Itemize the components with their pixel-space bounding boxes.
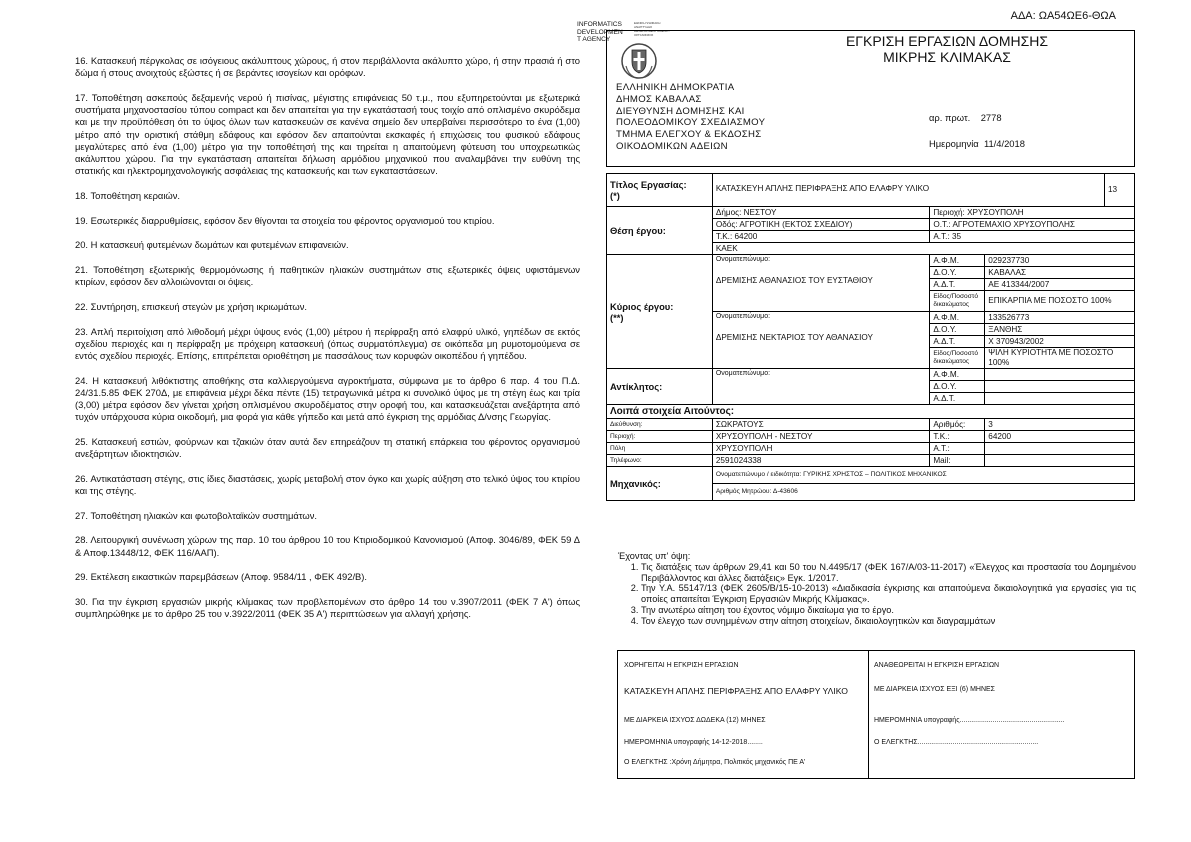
informatics-line: INFORMATICS (577, 21, 622, 28)
grant-column (624, 651, 862, 778)
grant-title: ΧΟΡΗΓΕΙΤΑΙ Η ΕΓΚΡΙΣΗ ΕΡΓΑΣΙΩΝ (624, 662, 739, 669)
date-value: 11/4/2018 (983, 138, 1025, 149)
list-item: 17. Τοποθέτηση ασκεπούς δεξαμενής νερού ή πισίνας, μέγιστης επιφάνειας 50 τ.μ., που εξυπηρετούνται με εξωτερικά συστήματα μηχανοστασίου τύπου compact και δεν απαιτείται για την εγκατάστασή τους τοιχίο από οπλισμένο σκυρόδεμα και με την προϋπόθεση ότι το ύψος όλων των κατασκευών σε κανένα σημείο δεν υπερβαίνει περισσότερο το ένα (1,00) μέτρο από την οριστική στάθμη εδάφους και εφόσον δεν απαιτούνται εκσκαφές ή επιχώσεις του φυσικού εδάφους μεγαλύτερες από ένα (1,00) μέτρο για την τοποθέτησή της και τηρείται η απαιτούμενη φύτευση του υποχρεωτικώς ακάλυπτου χώρου. Για την εγκατάσταση απαιτείται δήλωση αρμόδιου μηχανικού που αναλαμβάνει την ευθύνη της στατικής και ηλεκτρομηχανολογικής ασφάλειας της κατασκευής και των εγκαταστάσεων. (75, 91, 580, 177)
revision-date: ΗΜΕΡΟΜΗΝΙΑ υπογραφής...................................................... (874, 717, 1065, 724)
region-label: Περιοχή: (607, 431, 713, 443)
municipality: Δήμος: ΝΕΣΤΟΥ (712, 207, 929, 219)
ada-code: ΑΔΑ: ΩΑ54ΩΕ6-ΘΩΑ (1010, 10, 1116, 22)
organization-block (616, 82, 765, 153)
list-item: 2. Την Υ.Α. 55147/13 (ΦΕΚ 2605/Β/15-10-2013) «Διαδικασία έγκρισης και απαιτούμενα δικαιολογητικά για εργασίες για τις οποίες απαιτείται Έγκριση Εργασιών Μικρής Κλίμακας». (641, 583, 1136, 605)
revision-validity: ΜΕ ΔΙΑΡΚΕΙΑ ΙΣΧΥΟΣ ΕΞΙ (6) ΜΗΝΕΣ (874, 686, 996, 693)
owner2-doy: ΞΑΝΘΗΣ (985, 324, 1135, 336)
org-line: ΠΟΛΕΟΔΟΜΙΚΟΥ ΣΧΕΔΙΑΣΜΟΥ (616, 117, 766, 129)
number-value: 3 (985, 419, 1135, 431)
owner2-name: ΔΡΕΜΙΣΗΣ ΝΕΚΤΑΡΙΟΣ ΤΟΥ ΑΘΑΝΑΣΙΟΥ (715, 333, 873, 342)
right-label: Είδος/Ποσοστό δικαιώματος (930, 291, 985, 312)
header-box (606, 30, 1135, 167)
mail-value (985, 455, 1135, 467)
document-date (929, 138, 1025, 149)
informatics-line: T AGENCY (577, 36, 611, 44)
list-item: 24. Η κατασκευή λιθόκτιστης αποθήκης στα καλλιεργούμενα αγροκτήματα, σύμφωνα με το άρθρο 6 παρ. 4 του Π.Δ. 24/31.5.85 ΦΕΚ 270Δ, με επιφάνεια μέχρι δέκα πέντε (15) τετραγωνικά μέτρα κι συνολικό ύψος με τη στέγη έως και τρία (3,00) μέτρα εφόσον δεν γίνεται χρήση οπλισμένου σκυροδέματος στην οροφή του, και κατασκευάζεται ανεξάρτητα από τυχόν υπάρχουσα κύρια οικοδομή, μια φορά για κάθε γήπεδο και μετά από έγκριση της αρμόδιας Δ/νσης Γεωργίας. (75, 374, 580, 423)
list-item: 27. Τοποθέτηση ηλιακών και φωτοβολταϊκών συστημάτων. (75, 509, 318, 521)
city-label: Πόλη (607, 443, 713, 455)
protocol-label: αρ. πρωτ. (929, 112, 971, 123)
owner-note: (**) (610, 311, 624, 323)
number-label: Αριθμός: (930, 419, 985, 431)
work-title-label-cell (607, 174, 713, 207)
counterparty-doy (985, 381, 1135, 393)
city-value: ΧΡΥΣΟΥΠΟΛΗ (712, 443, 929, 455)
owner1-doy: ΚΑΒΑΛΑΣ (985, 267, 1135, 279)
informatics-small-line: ΟΡΓΑΝΙΣΜΟΣ (634, 33, 654, 37)
engineer-registration: Αριθμός Μητρώου: Δ-43606 (712, 484, 1134, 501)
name-label: Ονοματεπώνυμο: (715, 370, 771, 377)
approval-divider (868, 651, 869, 778)
afm-label: Α.Φ.Μ. (930, 255, 985, 267)
grant-validity: ΜΕ ΔΙΑΡΚΕΙΑ ΙΣΧΥΟΣ ΔΩΔΕΚΑ (12) ΜΗΝΕΣ (624, 717, 766, 724)
afm-label: Α.Φ.Μ. (930, 369, 985, 381)
org-line: ΔΗΜΟΣ ΚΑΒΑΛΑΣ (616, 93, 702, 105)
approval-box (617, 650, 1135, 779)
counterparty-adt (985, 393, 1135, 405)
list-item: 3. Την ανωτέρω αίτηση του έχοντος νόμιμο δικαίωμα για το έργο. (641, 605, 1136, 616)
table-row (607, 419, 1135, 431)
table-row (607, 174, 1135, 207)
doy-label: Δ.Ο.Υ. (930, 381, 985, 393)
name-label: Ονοματεπώνυμο: (715, 313, 771, 320)
phone-label: Τηλέφωνο: (607, 455, 713, 467)
list-item: 19. Εσωτερικές διαρρυθμίσεις, εφόσον δεν θίγονται τα στοιχεία του φέροντος οργανισμού του κτιρίου. (75, 214, 495, 226)
name-label: Ονοματεπώνυμο: (715, 256, 771, 263)
protocol-number (929, 112, 1002, 123)
tk-value: 64200 (985, 431, 1135, 443)
owner1-afm: 029237730 (985, 255, 1135, 267)
owner1-name-cell (712, 255, 929, 312)
right-label: Είδος/Ποσοστό δικαιώματος (930, 348, 985, 369)
owner-label: Κύριος έργου: (610, 300, 674, 312)
considering-list (618, 562, 1136, 627)
title-line: ΜΙΚΡΗΣ ΚΛΙΜΑΚΑΣ (883, 49, 1011, 65)
list-item: 26. Αντικατάσταση στέγης, στις ίδιες διαστάσεις, χωρίς μεταβολή στον όγκο και χωρίς αύξηση στο τελικό ύψος του κτιρίου και της στέγης. (75, 472, 580, 497)
list-item: 18. Τοποθέτηση κεραιών. (75, 189, 181, 201)
mail-label: Mail: (930, 455, 985, 467)
list-item: 28. Λειτουργική συνένωση χώρων της παρ. 10 του άρθρου 10 του Κτιριοδομικού Κανονισμού (Αποφ. 3046/89, ΦΕΚ 59 Δ & Αποφ.13448/12, ΦΕΚ 116/ΑΑΠ). (75, 534, 580, 558)
table-row (607, 443, 1135, 455)
work-title-value: ΚΑΤΑΣΚΕΥΗ ΑΠΛΗΣ ΠΕΡΙΦΡΑΞΗΣ ΑΠΟ ΕΛΑΦΡΥ ΥΛΙΚΟ (712, 174, 1104, 207)
list-item: 30. Για την έγκριση εργασιών μικρής κλίμακας των προβλεπομένων στο άρθρο 14 του ν.3907/2011 (ΦΕΚ 7 Α') όπως συμπληρώθηκε με το άρθρο 25 του ν.3922/2011 (ΦΕΚ 35 Α') περιπτώσεων για αλλαγή χρήσης. (75, 596, 580, 620)
page-title (802, 33, 1092, 65)
grant-work: ΚΑΤΑΣΚΕΥΗ ΑΠΛΗΣ ΠΕΡΙΦΡΑΞΗΣ ΑΠΟ ΕΛΑΦΡΥ ΥΛΙΚΟ (624, 686, 848, 696)
work-title-note: (*) (610, 190, 620, 201)
block-ot: Ο.Τ.: ΑΓΡΟΤΕΜΑΧΙΟ ΧΡΥΣΟΥΠΟΛΗΣ (930, 219, 1135, 231)
left-column-items (75, 55, 580, 633)
title-line: ΕΓΚΡΙΣΗ ΕΡΓΑΣΙΩΝ ΔΟΜΗΣΗΣ (845, 33, 1049, 49)
table-row (607, 405, 1135, 419)
informatics-small-line: ΕΘΝΙΚΗ ΨΗΦΙΑΚΗ (634, 21, 661, 25)
adt-label: Α.Δ.Τ. (930, 393, 985, 405)
owner2-name-cell (712, 312, 929, 369)
counterparty-label: Αντίκλητος: (607, 369, 713, 405)
address-value: ΣΩΚΡΑΤΟΥΣ (712, 419, 929, 431)
application-details-table (606, 173, 1135, 501)
table-row (607, 431, 1135, 443)
list-item: 1. Τις διατάξεις των άρθρων 29,41 και 50 του Ν.4495/17 (ΦΕΚ 167/Α/03-11-2017) «Έλεγχος και προστασία του Δομημένου Περιβάλλοντος και άλλες διατάξεις» Εγκ. 1/2017. (641, 562, 1136, 584)
at-label: Α.Τ.: (930, 443, 985, 455)
revision-title: ΑΝΑΘΕΩΡΕΙΤΑΙ Η ΕΓΚΡΙΣΗ ΕΡΓΑΣΙΩΝ (874, 662, 1000, 669)
informatics-line: DEVELOPMEN (577, 28, 623, 36)
considering-intro: Έχοντας υπ' όψη: (618, 551, 691, 561)
table-row (607, 255, 1135, 267)
tk-label: Τ.Κ.: (930, 431, 985, 443)
region-value: ΧΡΥΣΟΥΠΟΛΗ - ΝΕΣΤΟΥ (712, 431, 929, 443)
org-line: ΕΛΛΗΝΙΚΗ ΔΗΜΟΚΡΑΤΙΑ (616, 82, 735, 93)
org-line: ΤΜΗΜΑ ΕΛΕΓΧΟΥ & ΕΚΔΟΣΗΣ (616, 129, 762, 141)
list-item: 23. Απλή περιτοίχιση από λιθοδομή μέχρι ύψους ενός (1,00) μέτρου ή περίφραξη από ελαφρύ υλικό, γηπέδων σε εκτός σχεδίου περιοχές και η περίφραξη με πρόχειρη κατασκευή (όπως συρματόπλεγμα) σε οικόπεδα μη ρυμοτομούμενα σε εντός σχεδίου περιοχές. Επίσης, επιτρέπεται οριοθέτηση με πασσάλους των κορυφών οικοπέδου ή γηπέδου. (75, 325, 580, 361)
work-title-label: Τίτλος Εργασίας: (610, 179, 687, 190)
protocol-value: 2778 (980, 112, 1002, 123)
org-line: ΔΙΕΥΘΥΝΣΗ ΔΟΜΗΣΗΣ ΚΑΙ (616, 105, 745, 117)
informatics-small-line: ΑΝΑΠΤΥΞΗΣ (634, 25, 653, 29)
phone-value: 2591024338 (712, 455, 929, 467)
table-row (607, 207, 1135, 219)
revision-checker: Ο ΕΛΕΓΚΤΗΣ.............................................................. (874, 739, 1039, 746)
table-row (607, 369, 1135, 381)
kaek: ΚΑΕΚ (712, 243, 1134, 255)
street: Οδός: ΑΓΡΟΤΙΚΗ (ΕΚΤΟΣ ΣΧΕΔΙΟΥ) (712, 219, 929, 231)
list-item: 20. Η κατασκευή φυτεμένων δωμάτων και φυτεμένων επιφανειών. (75, 239, 349, 251)
date-label: Ημερομηνία (929, 138, 979, 149)
owner2-adt: Χ 370943/2002 (985, 336, 1135, 348)
work-number: 13 (1105, 174, 1135, 207)
list-item: 4. Τον έλεγχο των συνημμένων στην αίτηση στοιχείων, δικαιολογητικών και διαγραμμάτων (641, 616, 1136, 627)
location-label: Θέση έργου: (607, 207, 713, 255)
list-item: 22. Συντήρηση, επισκευή στεγών με χρήση ικριωμάτων. (75, 300, 307, 312)
address-label: Διεύθυνση: (607, 419, 713, 431)
table-row (607, 455, 1135, 467)
list-item: 16. Κατασκευή πέργκολας σε ισόγειους ακάλυπτους χώρους, ή στον περιβάλλοντα ακάλυπτο χώρο, ή στην πρασιά ή στο δώμα ή στους ανοιχτούς εξώστες ή σε βεράντες ισογείων και ορόφων. (75, 55, 580, 79)
org-line: ΟΙΚΟΔΟΜΙΚΩΝ ΑΔΕΙΩΝ (616, 140, 728, 152)
owner2-afm: 133526773 (985, 312, 1135, 324)
grant-date: ΗΜΕΡΟΜΗΝΙΑ υπογραφής 14-12-2018........ (624, 739, 763, 746)
list-item: 21. Τοποθέτηση εξωτερικής θερμομόνωσης ή παθητικών ηλιακών συστημάτων στις εξωτερικές όψεις υφιστάμενων κτιρίων, εφόσον δεν αλλοιώνονται οι όψεις. (75, 263, 580, 288)
list-item: 29. Εκτέλεση εικαστικών παρεμβάσεων (Αποφ. 9584/11 , ΦΕΚ 492/Β). (75, 571, 368, 583)
postal-code: Τ.Κ.: 64200 (712, 231, 929, 243)
table-row (607, 467, 1135, 484)
informatics-small-line: DEVELOPMENT AGENCY (634, 29, 670, 33)
applicant-section-title: Λοιπά στοιχεία Αιτούντος: (607, 405, 1135, 419)
owner1-name: ΔΡΕΜΙΣΗΣ ΑΘΑΝΑΣΙΟΣ ΤΟΥ ΕΥΣΤΑΘΙΟΥ (715, 276, 873, 285)
greek-emblem-icon (620, 40, 658, 82)
owner1-right: ΕΠΙΚΑΡΠΙΑ ΜΕ ΠΟΣΟΣΤΟ 100% (985, 291, 1135, 312)
at-number: Α.Τ.: 35 (930, 231, 1135, 243)
doy-label: Δ.Ο.Υ. (930, 324, 985, 336)
doy-label: Δ.Ο.Υ. (930, 267, 985, 279)
adt-label: Α.Δ.Τ. (930, 279, 985, 291)
at-value (985, 443, 1135, 455)
owner2-right: ΨΙΛΗ ΚΥΡΙΟΤΗΤΑ ΜΕ ΠΟΣΟΣΤΟ 100% (985, 348, 1135, 369)
grant-checker: Ο ΕΛΕΓΚΤΗΣ :Χρόνη Δήμητρα, Πολιτικός μηχανικός ΠΕ Α' (624, 759, 806, 766)
engineer-label: Μηχανικός: (607, 467, 713, 501)
afm-label: Α.Φ.Μ. (930, 312, 985, 324)
revision-column (874, 651, 1130, 778)
owner-label-cell (607, 255, 713, 369)
engineer-name: Ονοματεπώνυμο / ειδικότητα: ΓΥΡΙΚΗΣ ΧΡΗΣΤΟΣ – ΠΟΛΙΤΙΚΟΣ ΜΗΧΑΝΙΚΟΣ (712, 467, 1134, 484)
adt-label: Α.Δ.Τ. (930, 336, 985, 348)
considering-section (618, 551, 1136, 627)
counterparty-afm (985, 369, 1135, 381)
area: Περιοχή: ΧΡΥΣΟΥΠΟΛΗ (930, 207, 1135, 219)
counterparty-name-cell (712, 369, 929, 405)
list-item: 25. Κατασκευή εστιών, φούρνων και τζακιών όταν αυτά δεν επηρεάζουν τη στατική επάρκεια του φέροντος οργανισμού ανεξάρτητων ιδιοκτησιών. (75, 435, 580, 460)
owner1-adt: ΑΕ 413344/2007 (985, 279, 1135, 291)
